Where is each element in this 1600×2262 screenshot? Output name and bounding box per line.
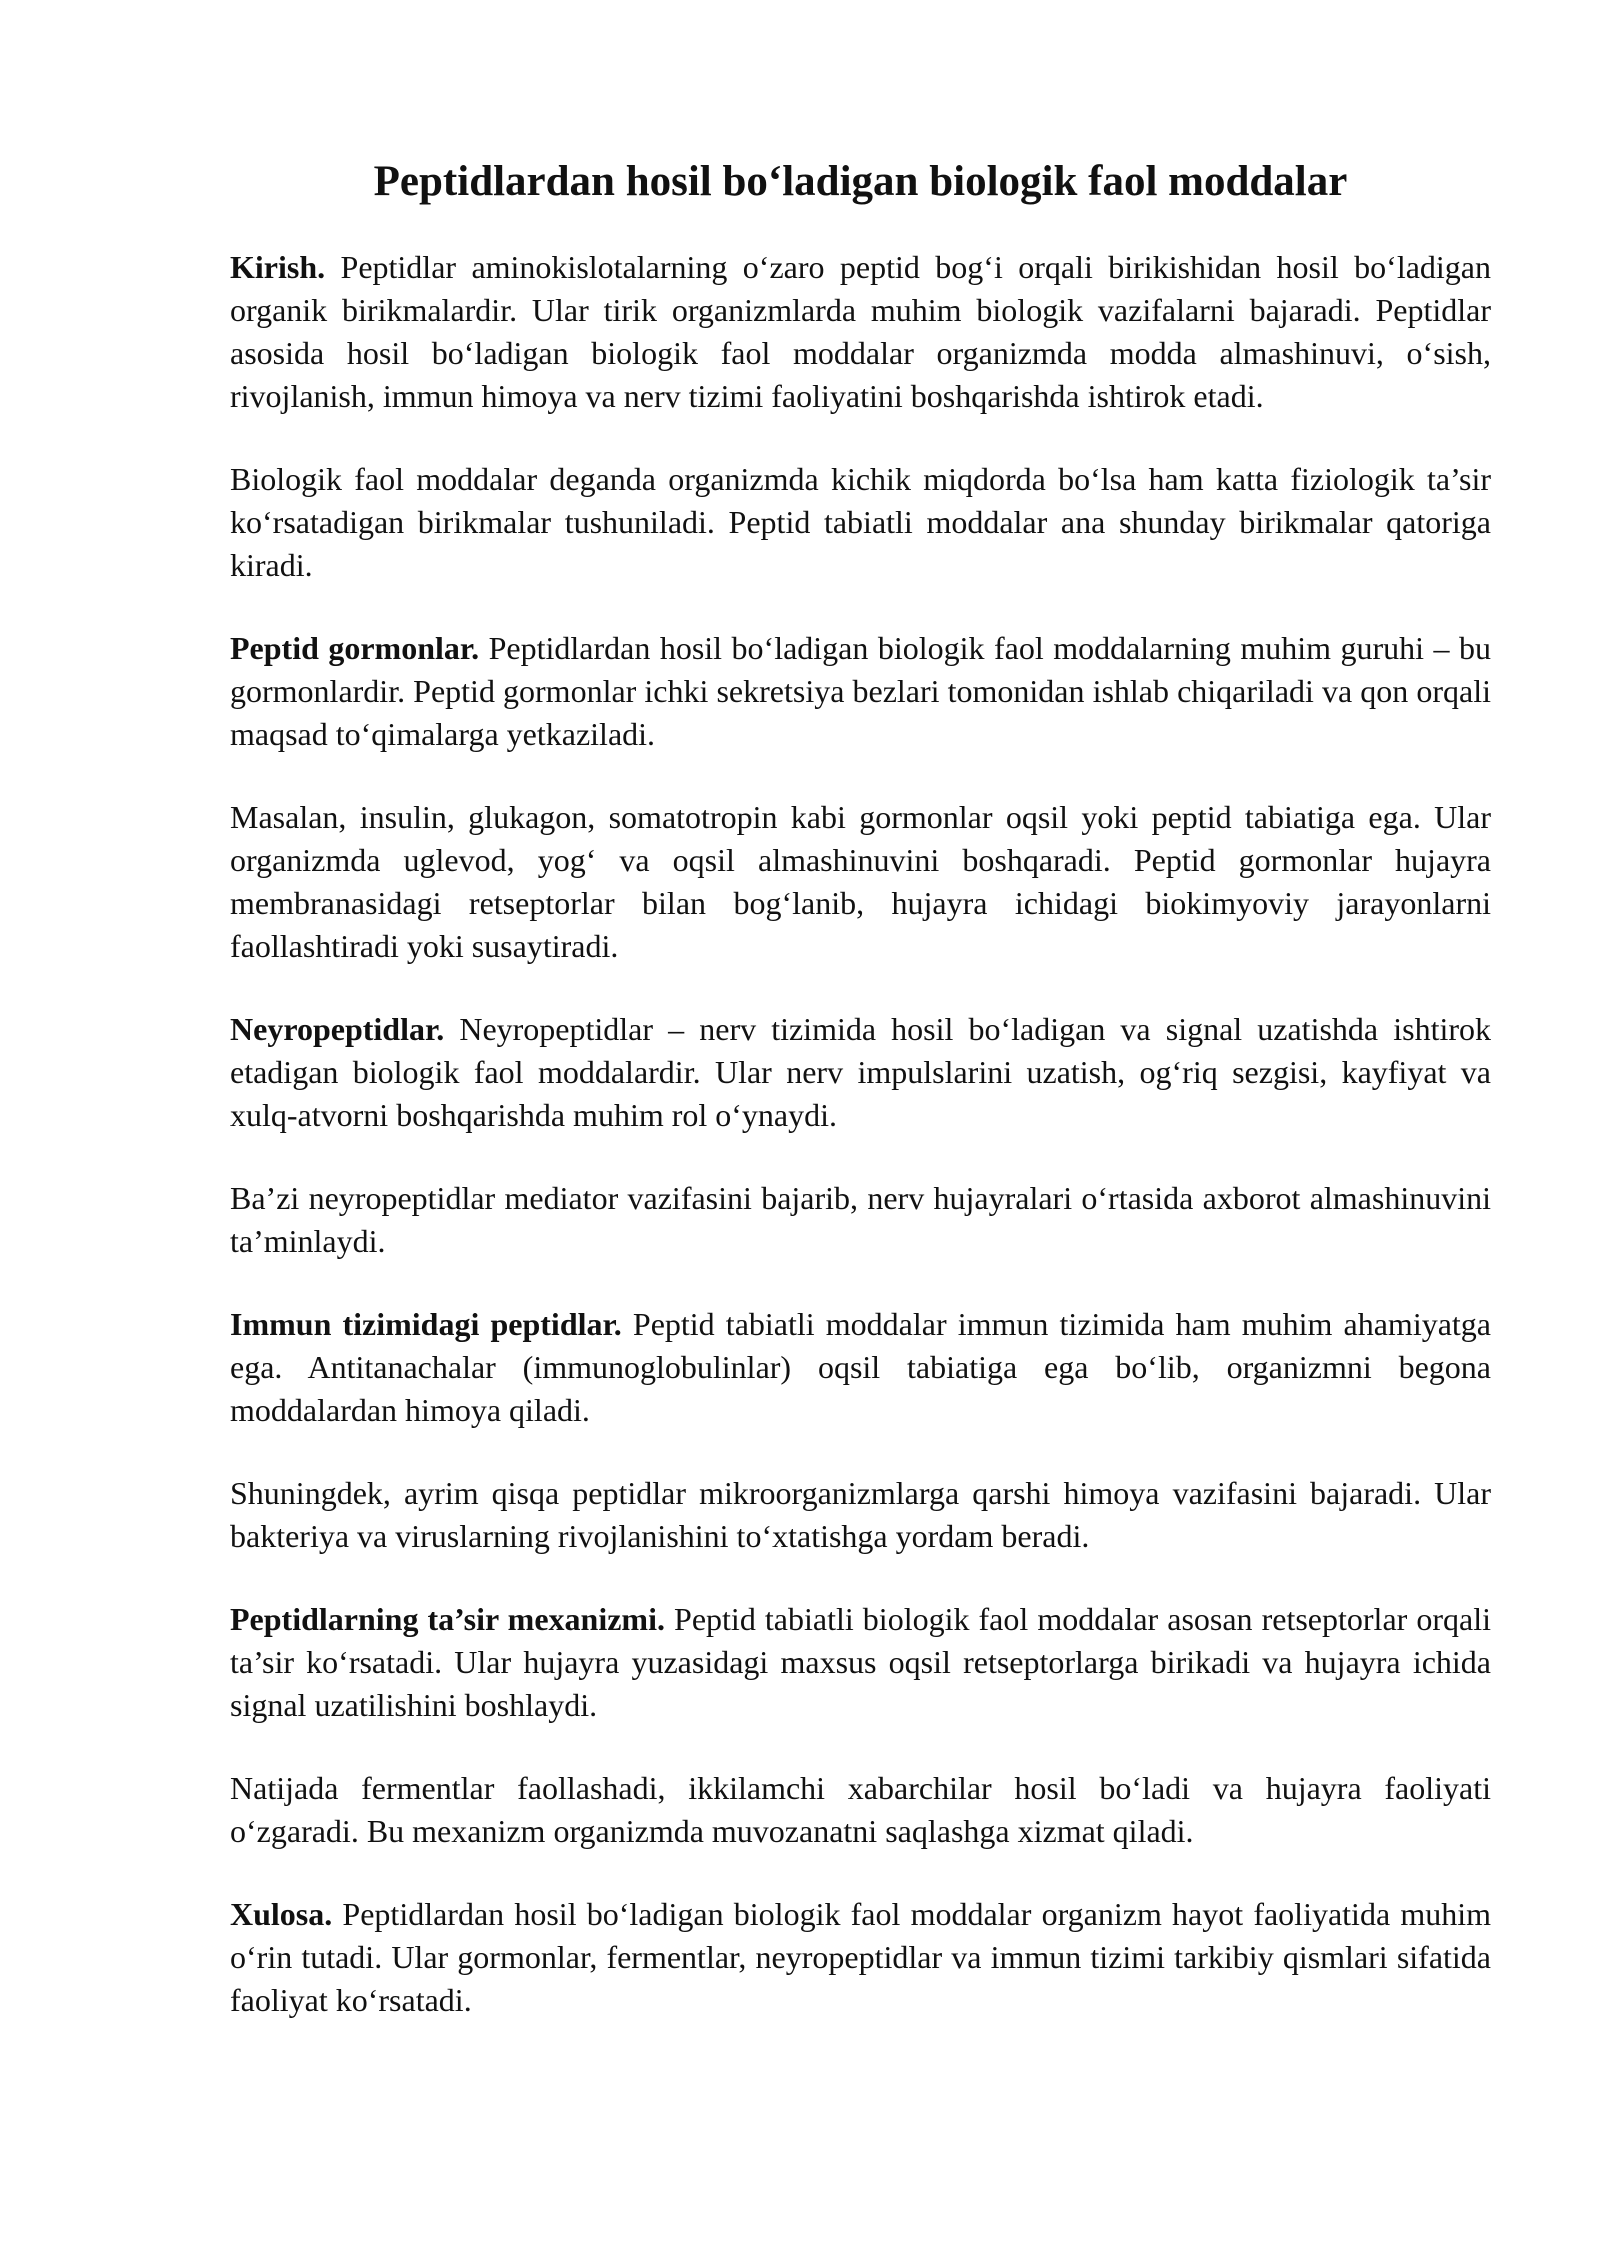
paragraph-mechanism	[230, 1598, 1491, 1727]
paragraph-immune-peptides	[230, 1303, 1491, 1432]
paragraph-conclusion	[230, 1893, 1491, 2022]
paragraph-text: Masalan, insulin, glukagon, somatotropin kabi gormonlar oqsil yoki peptid tabiatiga ega. Ular organizmda uglevod, yog‘ va oqsil almashinuvini boshqaradi. Peptid gormonlar hujayra membranasidagi retseptorlar bilan bog‘lanib, hujayra ichidagi biokimyoviy jarayonlarni faollashtiradi yoki susaytiradi.	[230, 799, 1491, 964]
paragraph-heading: Neyropeptidlar.	[230, 1011, 445, 1047]
paragraph-text: Ba’zi neyropeptidlar mediator vazifasini bajarib, nerv hujayralari o‘rtasida axborot almashinuvini ta’minlaydi.	[230, 1180, 1491, 1259]
paragraph-antimicrobial-peptides	[230, 1472, 1491, 1558]
paragraph-text: Natijada fermentlar faollashadi, ikkilamchi xabarchilar hosil bo‘ladi va hujayra faoliyati o‘zgaradi. Bu mexanizm organizmda muvozanatni saqlashga xizmat qiladi.	[230, 1770, 1491, 1849]
document-page	[230, 0, 1491, 2022]
paragraph-mechanism-result	[230, 1767, 1491, 1853]
paragraph-heading: Xulosa.	[230, 1896, 333, 1932]
paragraph-heading: Kirish.	[230, 249, 326, 285]
paragraph-text: Neyropeptidlar – nerv tizimida hosil bo‘ladigan va signal uzatishda ishtirok etadigan biologik faol moddalardir. Ular nerv impulslarini uzatish, og‘riq sezgisi, kayfiyat va xulq-atvorni boshqarishda muhim rol o‘ynaydi.	[230, 1011, 1491, 1133]
paragraph-introduction	[230, 246, 1491, 418]
paragraph-hormone-examples	[230, 796, 1491, 968]
paragraph-text: Peptidlar aminokislotalarning o‘zaro peptid bog‘i orqali birikishidan hosil bo‘ladigan organik birikmalardir. Ular tirik organizmlarda muhim biologik vazifalarni bajaradi. Peptidlar asosida hosil bo‘ladigan biologik faol moddalar organizmda modda almashinuvi, o‘sish, rivojlanish, immun himoya va nerv tizimi faoliyatini boshqarishda ishtirok etadi.	[230, 249, 1491, 414]
paragraph-text: Peptidlardan hosil bo‘ladigan biologik faol moddalar organizm hayot faoliyatida muhim o‘rin tutadi. Ular gormonlar, fermentlar, neyropeptidlar va immun tizimi tarkibiy qismlari sifatida faoliyat ko‘rsatadi.	[230, 1896, 1491, 2018]
paragraph-text: Biologik faol moddalar deganda organizmda kichik miqdorda bo‘lsa ham katta fiziologik ta’sir ko‘rsatadigan birikmalar tushuniladi. Peptid tabiatli moddalar ana shunday birikmalar qatoriga kiradi.	[230, 461, 1491, 583]
paragraph-neuropeptides	[230, 1008, 1491, 1137]
paragraph-heading: Immun tizimidagi peptidlar.	[230, 1306, 622, 1342]
paragraph-text: Peptid tabiatli biologik faol moddalar asosan retseptorlar orqali ta’sir ko‘rsatadi. Ular hujayra yuzasidagi maxsus oqsil retseptorlarga birikadi va hujayra ichida signal uzatilishini boshlaydi.	[230, 1601, 1492, 1723]
paragraph-biologic-definition	[230, 458, 1491, 587]
paragraph-text: Shuningdek, ayrim qisqa peptidlar mikroorganizmlarga qarshi himoya vazifasini bajaradi. Ular bakteriya va viruslarning rivojlanishini to‘xtatishga yordam beradi.	[230, 1475, 1491, 1554]
paragraph-neuropeptide-mediators	[230, 1177, 1491, 1263]
paragraph-heading: Peptidlarning ta’sir mexanizmi.	[230, 1601, 665, 1637]
paragraph-peptide-hormones	[230, 627, 1491, 756]
paragraph-heading: Peptid gormonlar.	[230, 630, 480, 666]
paragraph-text: Peptid tabiatli moddalar immun tizimida ham muhim ahamiyatga ega. Antitanachalar (immunoglobulinlar) oqsil tabiatiga ega bo‘lib, organizmni begona moddalardan himoya qiladi.	[230, 1306, 1492, 1428]
document-title: Peptidlardan hosil bo‘ladigan biologik faol moddalar	[373, 158, 1348, 205]
paragraph-text: Peptidlardan hosil bo‘ladigan biologik faol moddalarning muhim guruhi – bu gormonlardir. Peptid gormonlar ichki sekretsiya bezlari tomonidan ishlab chiqariladi va qon orqali maqsad to‘qimalarga yetkaziladi.	[230, 630, 1492, 752]
